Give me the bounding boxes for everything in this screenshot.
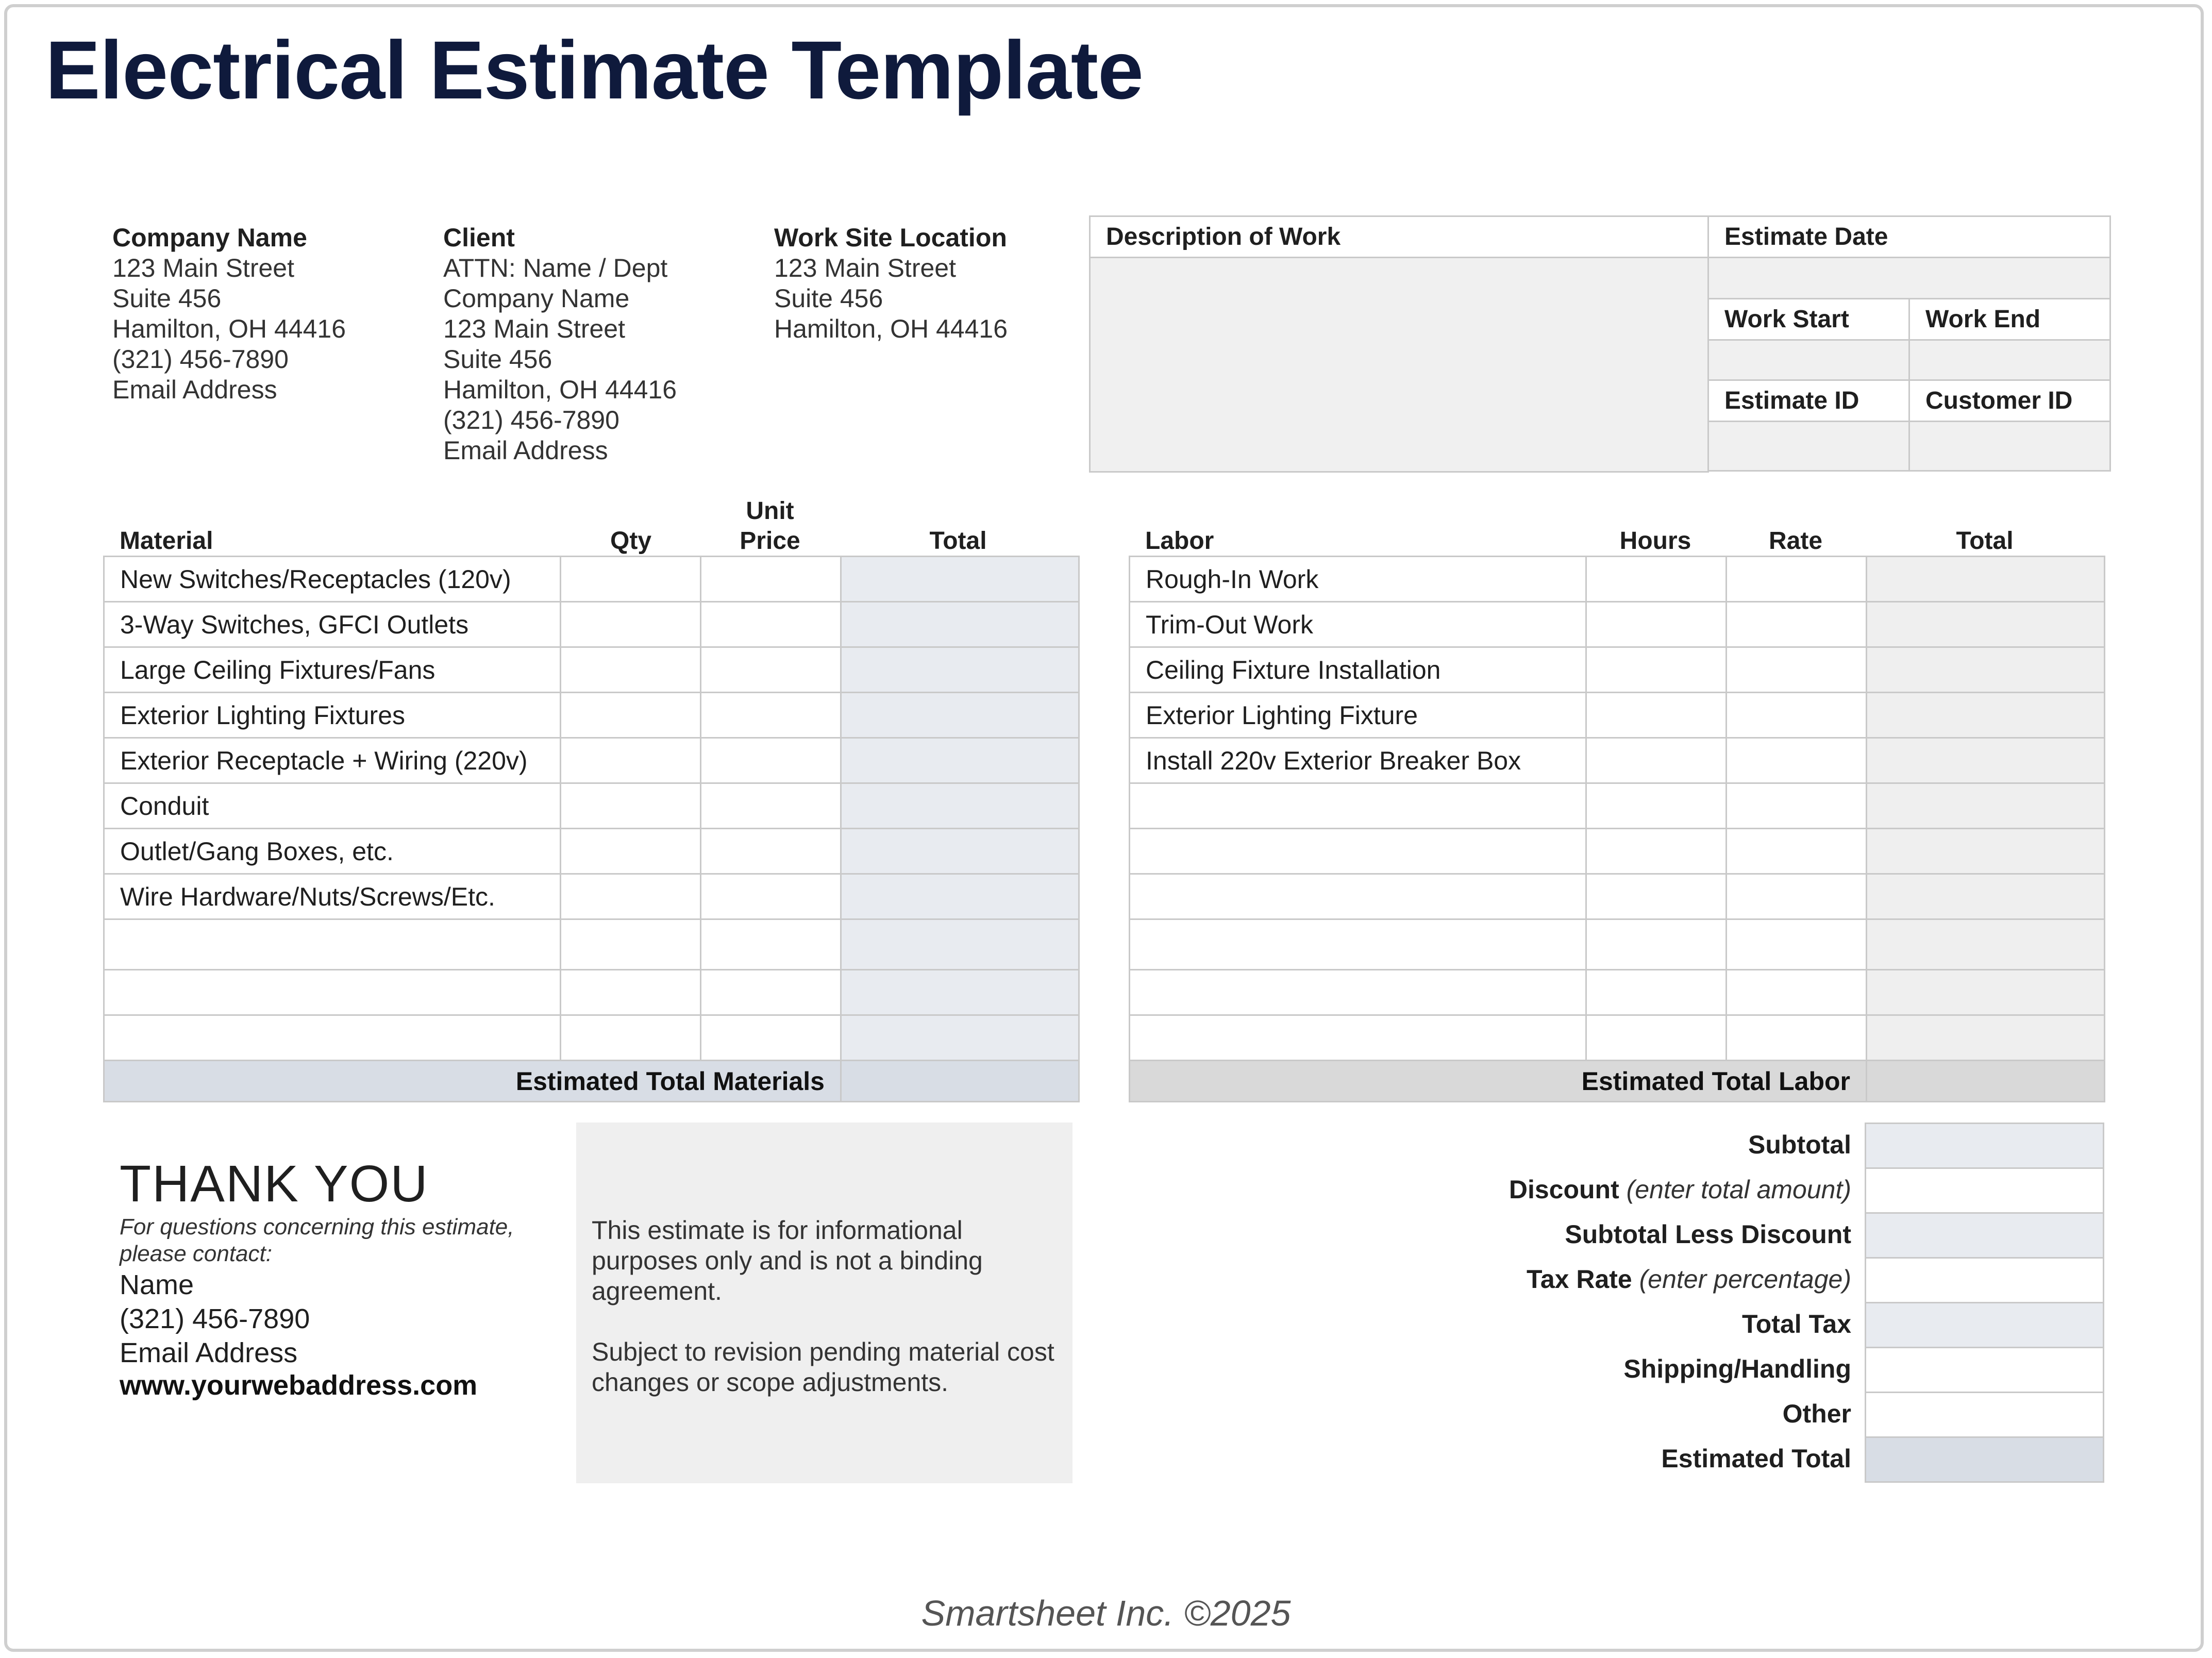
material-qty[interactable]	[561, 970, 701, 1015]
material-item[interactable]	[104, 919, 561, 970]
labor-rate[interactable]	[1727, 693, 1867, 738]
customer-id-field[interactable]	[1909, 422, 2110, 471]
material-qty[interactable]	[561, 693, 701, 738]
work-end-label: Work End	[1909, 299, 2110, 340]
client-line: ATTN: Name / Dept	[443, 254, 668, 282]
contact-note-line2: please contact:	[120, 1241, 272, 1266]
labor-total	[1867, 647, 2105, 693]
worksite-line: Suite 456	[774, 284, 883, 313]
labor-rate[interactable]	[1727, 647, 1867, 693]
labor-hours[interactable]	[1586, 557, 1727, 602]
client-line: Email Address	[443, 436, 608, 465]
labor-total	[1867, 557, 2105, 602]
labor-item[interactable]	[1130, 829, 1586, 874]
labor-header: Labor	[1145, 527, 1214, 555]
material-unit-price[interactable]	[701, 693, 841, 738]
labor-rate[interactable]	[1727, 829, 1867, 874]
labor-rate[interactable]	[1727, 557, 1867, 602]
company-heading: Company Name	[112, 223, 307, 252]
tax-rate-input[interactable]	[1866, 1258, 2104, 1303]
estimated-total-label: Estimated Total	[1661, 1444, 1851, 1473]
company-line: Hamilton, OH 44416	[112, 314, 346, 343]
worksite-heading: Work Site Location	[774, 223, 1007, 252]
labor-table	[1129, 556, 2105, 1102]
labor-item[interactable]: Exterior Lighting Fixture	[1130, 693, 1586, 738]
labor-item[interactable]: Ceiling Fixture Installation	[1130, 647, 1586, 693]
material-qty[interactable]	[561, 738, 701, 783]
page-title: Electrical Estimate Template	[45, 24, 1143, 116]
revision-text: Subject to revision pending material cost changes or scope adjustments.	[592, 1337, 1054, 1397]
material-qty[interactable]	[561, 919, 701, 970]
labor-rate[interactable]	[1727, 783, 1867, 829]
shipping-label: Shipping/Handling	[1623, 1354, 1851, 1383]
description-field[interactable]	[1090, 258, 1708, 472]
material-item[interactable]: Wire Hardware/Nuts/Screws/Etc.	[104, 874, 561, 919]
contact-note	[120, 1214, 514, 1267]
labor-hours[interactable]	[1586, 1015, 1727, 1061]
worksite-line: Hamilton, OH 44416	[774, 314, 1008, 343]
company-info	[112, 223, 346, 405]
copyright-footer: Smartsheet Inc. ©2025	[921, 1593, 1291, 1633]
subtotal-less-discount-value	[1866, 1213, 2104, 1258]
work-start-label: Work Start	[1708, 299, 1909, 340]
estimate-id-label: Estimate ID	[1708, 380, 1909, 422]
client-line: 123 Main Street	[443, 314, 625, 343]
summary-table	[1865, 1123, 2104, 1483]
disclaimer-box	[576, 1123, 1073, 1483]
subtotal-value	[1866, 1124, 2104, 1168]
labor-hours[interactable]	[1586, 738, 1727, 783]
material-item[interactable]: Exterior Lighting Fixtures	[104, 693, 561, 738]
labor-item[interactable]	[1130, 970, 1586, 1015]
labor-item[interactable]: Rough-In Work	[1130, 557, 1586, 602]
discount-label: Discount (enter total amount)	[1509, 1175, 1851, 1204]
labor-item[interactable]	[1130, 783, 1586, 829]
material-item[interactable]: Outlet/Gang Boxes, etc.	[104, 829, 561, 874]
labor-rate[interactable]	[1727, 874, 1867, 919]
labor-item[interactable]	[1130, 874, 1586, 919]
material-total	[841, 647, 1079, 693]
material-item[interactable]: Exterior Receptacle + Wiring (220v)	[104, 738, 561, 783]
other-input[interactable]	[1866, 1393, 2104, 1437]
material-header: Material	[120, 527, 213, 555]
work-end-field[interactable]	[1909, 340, 2110, 380]
material-unit-price[interactable]	[701, 738, 841, 783]
total-tax-label: Total Tax	[1741, 1310, 1851, 1338]
estimated-total-labor-value	[1867, 1061, 2105, 1102]
client-line: Company Name	[443, 284, 630, 313]
material-item[interactable]	[104, 970, 561, 1015]
labor-total	[1867, 738, 2105, 783]
material-total	[841, 693, 1079, 738]
material-unit-price[interactable]	[701, 874, 841, 919]
material-item[interactable]: New Switches/Receptacles (120v)	[104, 557, 561, 602]
labor-item[interactable]: Trim-Out Work	[1130, 602, 1586, 647]
material-unit-price[interactable]	[701, 919, 841, 970]
labor-item[interactable]	[1130, 919, 1586, 970]
qty-header: Qty	[610, 527, 652, 555]
labor-total	[1867, 919, 2105, 970]
client-line: Hamilton, OH 44416	[443, 375, 677, 404]
labor-rate[interactable]	[1727, 602, 1867, 647]
labor-rate[interactable]	[1727, 738, 1867, 783]
thank-you-heading: THANK YOU	[120, 1155, 429, 1213]
material-total	[841, 738, 1079, 783]
material-total	[841, 1015, 1079, 1061]
shipping-input[interactable]	[1866, 1348, 2104, 1393]
labor-rate[interactable]	[1727, 1015, 1867, 1061]
labor-hours[interactable]	[1586, 693, 1727, 738]
labor-total	[1867, 602, 2105, 647]
subtotal-label: Subtotal	[1748, 1130, 1851, 1159]
labor-total	[1867, 783, 2105, 829]
material-unit-price[interactable]	[701, 1015, 841, 1061]
company-line: Email Address	[112, 375, 277, 404]
material-unit-price[interactable]	[701, 647, 841, 693]
work-start-field[interactable]	[1708, 340, 1909, 380]
estimate-date-label: Estimate Date	[1708, 216, 2110, 258]
material-total	[841, 874, 1079, 919]
material-total	[841, 829, 1079, 874]
client-heading: Client	[443, 223, 515, 252]
total-tax-value	[1866, 1303, 2104, 1348]
tax-rate-label: Tax Rate (enter percentage)	[1527, 1265, 1851, 1294]
company-line: 123 Main Street	[112, 254, 294, 282]
hours-header: Hours	[1619, 527, 1691, 555]
customer-id-label: Customer ID	[1909, 380, 2110, 422]
material-total	[841, 602, 1079, 647]
material-qty[interactable]	[561, 602, 701, 647]
contact-name: Name	[120, 1269, 194, 1300]
company-line: (321) 456-7890	[112, 345, 289, 374]
labor-rate[interactable]	[1727, 970, 1867, 1015]
material-total	[841, 557, 1079, 602]
labor-total	[1867, 874, 2105, 919]
estimated-total-materials-value	[841, 1061, 1079, 1102]
labor-total	[1867, 829, 2105, 874]
subtotal-less-discount-label: Subtotal Less Discount	[1565, 1220, 1851, 1249]
material-item[interactable]: Conduit	[104, 783, 561, 829]
labor-hours[interactable]	[1586, 970, 1727, 1015]
labor-hours[interactable]	[1586, 919, 1727, 970]
rate-header: Rate	[1768, 527, 1823, 555]
material-total	[841, 919, 1079, 970]
disclaimer-text: This estimate is for informational purposes only and is not a binding agreement.	[592, 1216, 983, 1305]
labor-total	[1867, 693, 2105, 738]
estimated-total-labor-label: Estimated Total Labor	[1130, 1061, 1867, 1102]
client-line: (321) 456-7890	[443, 406, 619, 434]
client-info	[443, 223, 677, 466]
discount-input[interactable]	[1866, 1168, 2104, 1213]
material-qty[interactable]	[561, 829, 701, 874]
labor-total-header: Total	[1956, 527, 2014, 555]
labor-total	[1867, 970, 2105, 1015]
estimated-total-value	[1866, 1437, 2104, 1482]
contact-phone: (321) 456-7890	[120, 1303, 310, 1334]
work-details-table	[1089, 215, 2111, 473]
material-qty[interactable]	[561, 647, 701, 693]
material-item[interactable]	[104, 1015, 561, 1061]
material-qty[interactable]	[561, 557, 701, 602]
estimate-date-field[interactable]	[1708, 258, 2110, 299]
company-line: Suite 456	[112, 284, 222, 313]
material-total	[841, 970, 1079, 1015]
material-unit-price[interactable]	[701, 557, 841, 602]
material-total	[841, 783, 1079, 829]
labor-item[interactable]	[1130, 1015, 1586, 1061]
material-qty[interactable]	[561, 874, 701, 919]
estimated-total-materials-label: Estimated Total Materials	[104, 1061, 841, 1102]
description-label: Description of Work	[1090, 216, 1708, 258]
labor-hours[interactable]	[1586, 874, 1727, 919]
estimate-id-field[interactable]	[1708, 422, 1909, 471]
material-unit-price[interactable]	[701, 829, 841, 874]
contact-email: Email Address	[120, 1337, 298, 1368]
unit-price-header-line1: Unit	[746, 497, 794, 525]
unit-price-header	[700, 496, 840, 556]
labor-hours[interactable]	[1586, 829, 1727, 874]
material-total-header: Total	[929, 527, 987, 555]
website-link[interactable]: www.yourwebaddress.com	[120, 1370, 478, 1401]
worksite-line: 123 Main Street	[774, 254, 956, 282]
material-unit-price[interactable]	[701, 602, 841, 647]
material-qty[interactable]	[561, 1015, 701, 1061]
labor-rate[interactable]	[1727, 919, 1867, 970]
labor-hours[interactable]	[1586, 647, 1727, 693]
material-unit-price[interactable]	[701, 783, 841, 829]
labor-total	[1867, 1015, 2105, 1061]
materials-table	[103, 556, 1080, 1102]
material-qty[interactable]	[561, 783, 701, 829]
labor-item[interactable]: Install 220v Exterior Breaker Box	[1130, 738, 1586, 783]
other-label: Other	[1782, 1399, 1851, 1428]
labor-hours[interactable]	[1586, 602, 1727, 647]
contact-note-line1: For questions concerning this estimate,	[120, 1214, 514, 1240]
unit-price-header-line2: Price	[740, 527, 800, 555]
material-unit-price[interactable]	[701, 970, 841, 1015]
worksite-info	[774, 223, 1008, 344]
client-line: Suite 456	[443, 345, 552, 374]
material-item[interactable]: 3-Way Switches, GFCI Outlets	[104, 602, 561, 647]
contact-details	[120, 1268, 310, 1370]
material-item[interactable]: Large Ceiling Fixtures/Fans	[104, 647, 561, 693]
labor-hours[interactable]	[1586, 783, 1727, 829]
